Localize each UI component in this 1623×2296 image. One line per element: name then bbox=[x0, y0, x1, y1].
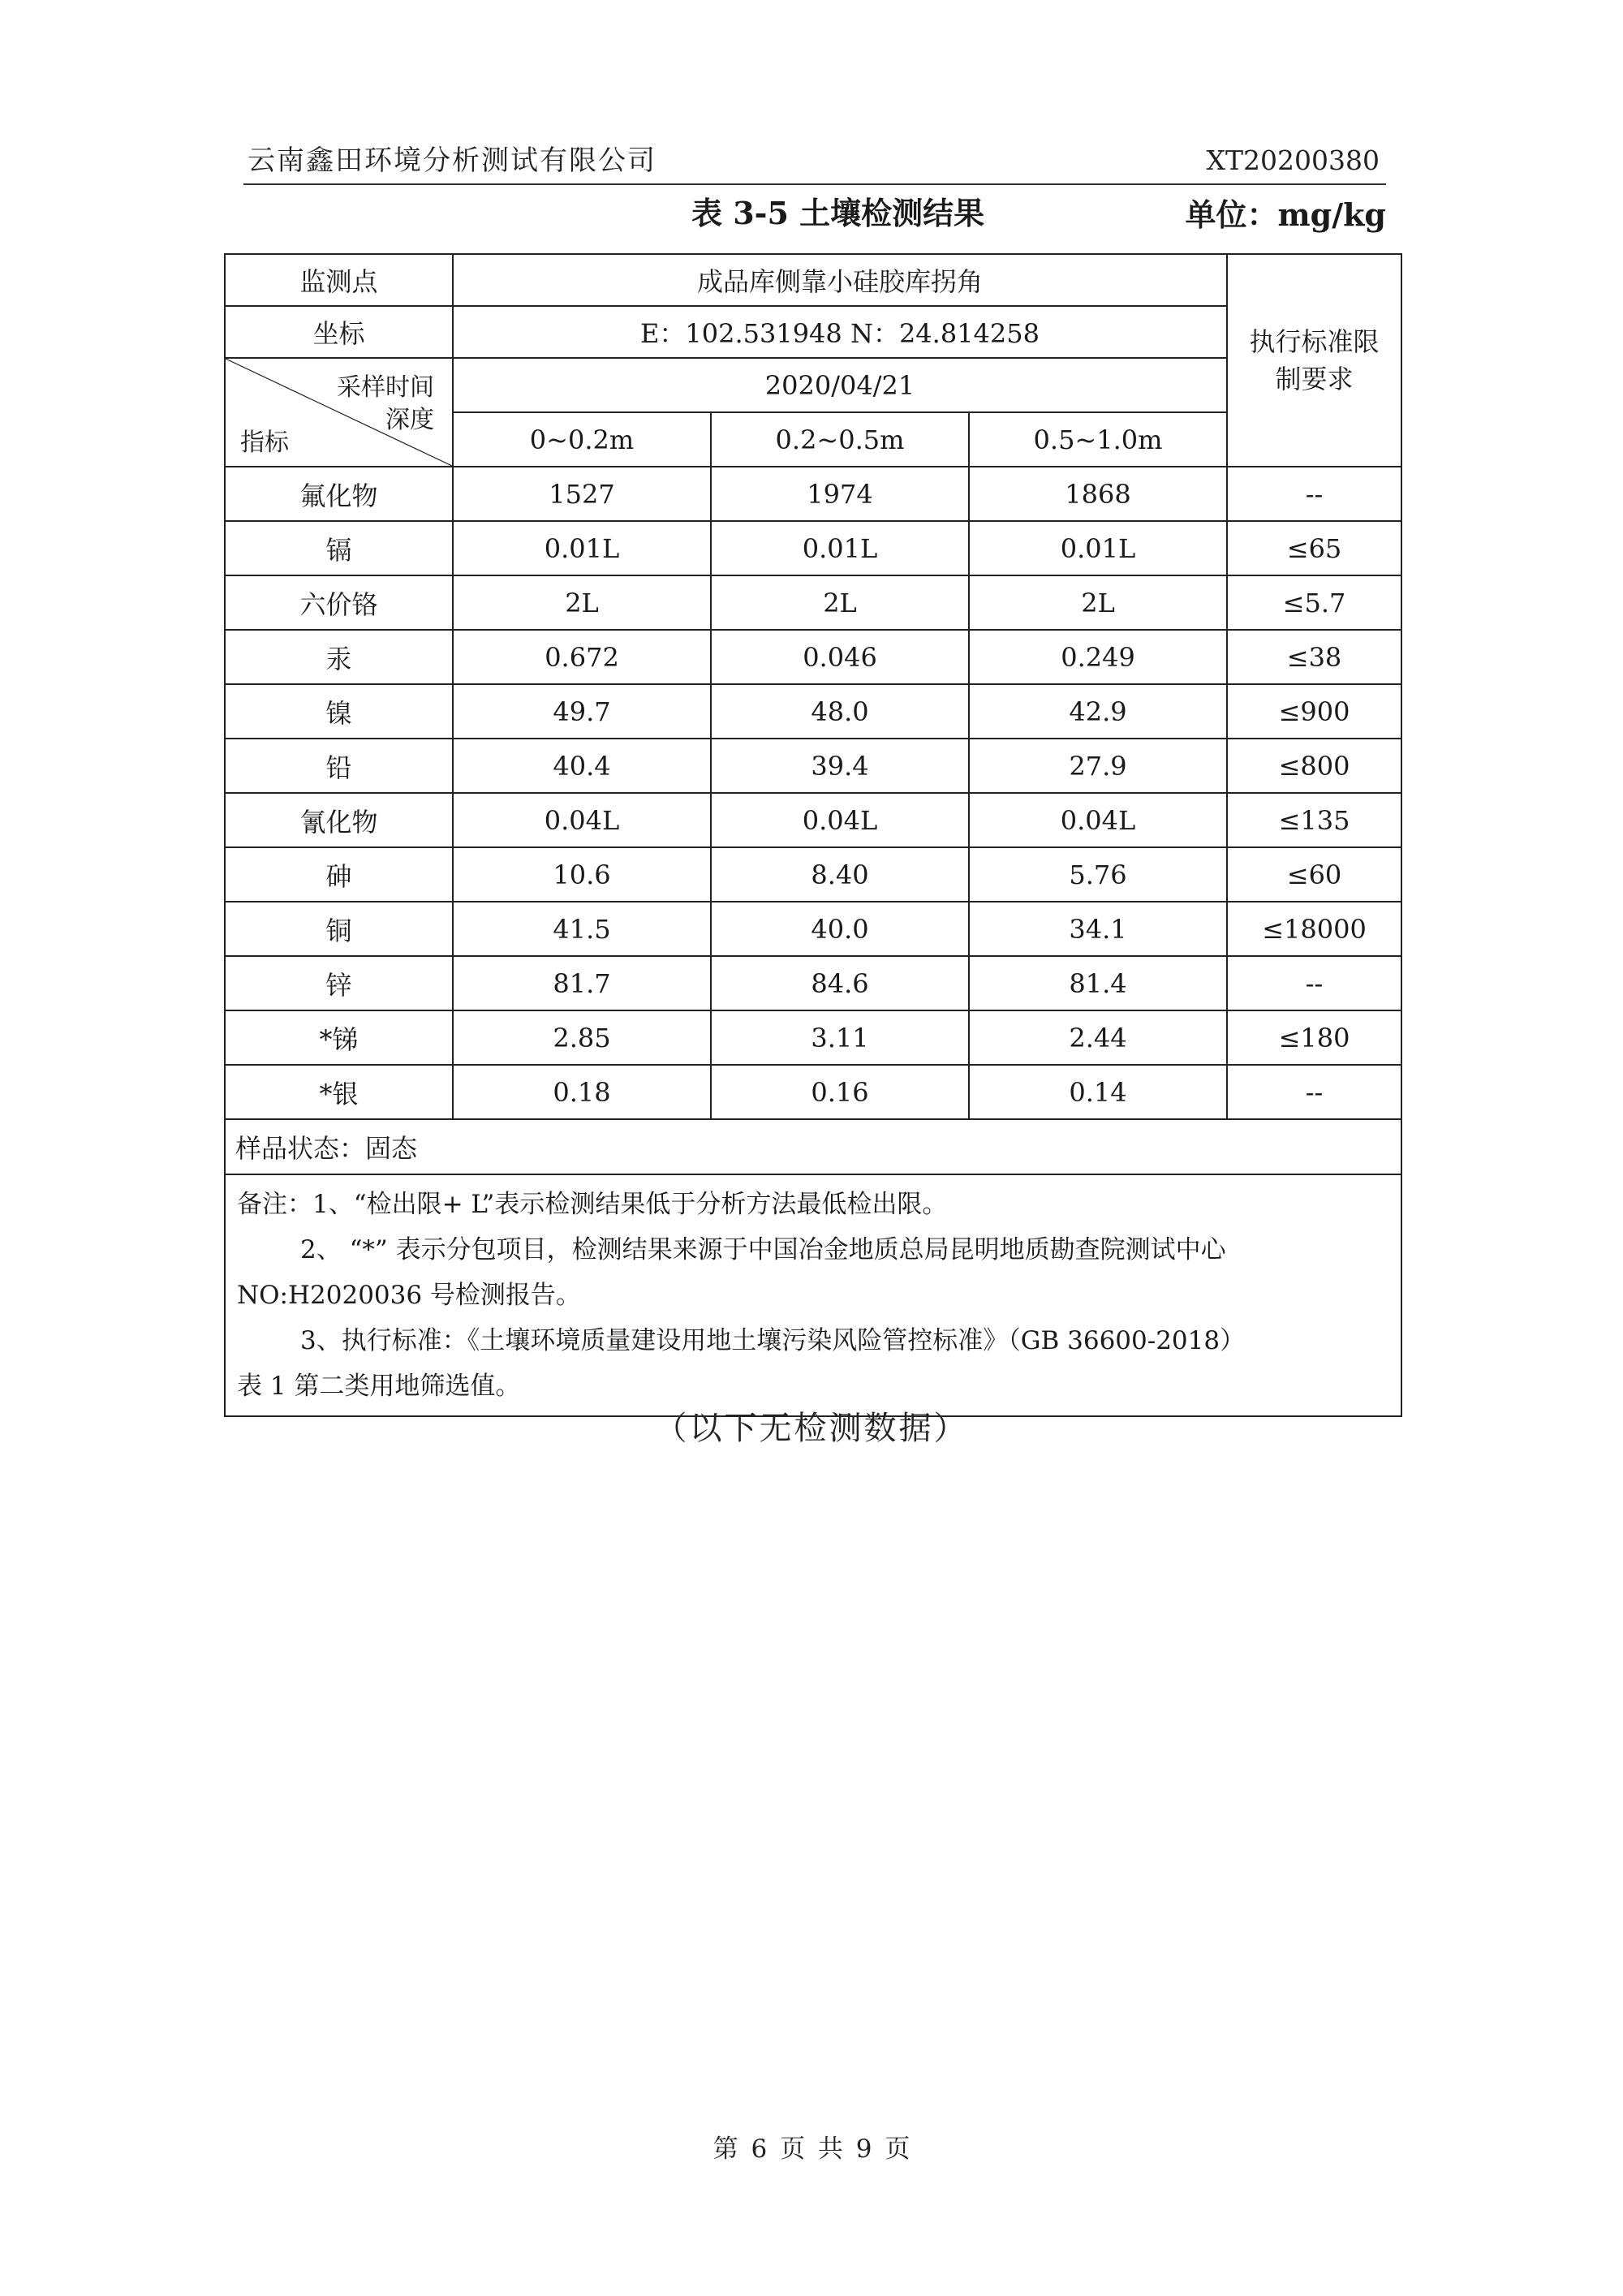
cell-value: 1868 bbox=[969, 467, 1227, 521]
row-indicator: *锑 bbox=[225, 1010, 453, 1065]
cell-value: 5.76 bbox=[969, 847, 1227, 902]
note-line: 2、 “*” 表示分包项目，检测结果来源于中国冶金地质总局昆明地质勘查院测试中心 bbox=[300, 1235, 1226, 1264]
table-row bbox=[225, 630, 1401, 684]
table-title: 表 3-5 土壤检测结果 bbox=[691, 195, 985, 231]
row-indicator: 铅 bbox=[225, 739, 453, 793]
cell-value: 2L bbox=[711, 575, 969, 630]
cell-limit: ≤18000 bbox=[1227, 902, 1401, 956]
coord-value: E：102.531948 N：24.814258 bbox=[453, 306, 1227, 358]
cell-value: 0.04L bbox=[969, 793, 1227, 847]
cell-value: 1527 bbox=[453, 467, 711, 521]
cell-value: 49.7 bbox=[453, 684, 711, 739]
cell-value: 39.4 bbox=[711, 739, 969, 793]
company-name: 云南鑫田环境分析测试有限公司 bbox=[248, 144, 657, 177]
depth-header: 0.5~1.0m bbox=[969, 412, 1227, 467]
cell-limit: ≤5.7 bbox=[1227, 575, 1401, 630]
cell-limit: ≤135 bbox=[1227, 793, 1401, 847]
table-row bbox=[225, 1065, 1401, 1119]
cell-limit: ≤800 bbox=[1227, 739, 1401, 793]
cell-value: 40.4 bbox=[453, 739, 711, 793]
row-indicator: 镍 bbox=[225, 684, 453, 739]
coord-label: 坐标 bbox=[225, 306, 453, 358]
table-row bbox=[225, 902, 1401, 956]
end-of-data-note: （以下无检测数据） bbox=[654, 1410, 969, 1447]
diagonal-header-cell bbox=[225, 358, 453, 467]
monitor-point-value: 成品库侧靠小硅胶库拐角 bbox=[453, 254, 1227, 306]
row-indicator: 镉 bbox=[225, 521, 453, 575]
cell-value: 81.7 bbox=[453, 956, 711, 1010]
row-indicator: 锌 bbox=[225, 956, 453, 1010]
note-line: 备注：1、“检出限+ L”表示检测结果低于分析方法最低检出限。 bbox=[237, 1190, 948, 1219]
cell-value: 2.85 bbox=[453, 1010, 711, 1065]
table-row bbox=[225, 1010, 1401, 1065]
row-indicator: 氟化物 bbox=[225, 467, 453, 521]
cell-value: 2L bbox=[453, 575, 711, 630]
cell-limit: -- bbox=[1227, 1065, 1401, 1119]
cell-limit: ≤900 bbox=[1227, 684, 1401, 739]
cell-value: 2L bbox=[969, 575, 1227, 630]
row-indicator: 汞 bbox=[225, 630, 453, 684]
cell-value: 42.9 bbox=[969, 684, 1227, 739]
table-row bbox=[225, 847, 1401, 902]
cell-value: 0.14 bbox=[969, 1065, 1227, 1119]
header-rule bbox=[243, 183, 1386, 185]
depth-header: 0~0.2m bbox=[453, 412, 711, 467]
cell-value: 0.18 bbox=[453, 1065, 711, 1119]
row-indicator: 氰化物 bbox=[225, 793, 453, 847]
cell-value: 10.6 bbox=[453, 847, 711, 902]
cell-value: 0.672 bbox=[453, 630, 711, 684]
table-row bbox=[225, 521, 1401, 575]
standard-header bbox=[1227, 254, 1401, 467]
diag-sampling-time: 采样时间 bbox=[337, 373, 434, 402]
cell-limit: ≤38 bbox=[1227, 630, 1401, 684]
table-row bbox=[225, 575, 1401, 630]
cell-limit: ≤65 bbox=[1227, 521, 1401, 575]
notes-block bbox=[225, 1174, 1401, 1416]
depth-header: 0.2~0.5m bbox=[711, 412, 969, 467]
cell-value: 0.01L bbox=[453, 521, 711, 575]
soil-results-table bbox=[224, 253, 1402, 1417]
cell-value: 84.6 bbox=[711, 956, 969, 1010]
table-row bbox=[225, 793, 1401, 847]
cell-limit: -- bbox=[1227, 956, 1401, 1010]
cell-value: 8.40 bbox=[711, 847, 969, 902]
cell-value: 40.0 bbox=[711, 902, 969, 956]
cell-value: 41.5 bbox=[453, 902, 711, 956]
diag-index: 指标 bbox=[240, 429, 289, 457]
cell-value: 0.16 bbox=[711, 1065, 969, 1119]
row-indicator: 铜 bbox=[225, 902, 453, 956]
row-indicator: 砷 bbox=[225, 847, 453, 902]
table-row bbox=[225, 956, 1401, 1010]
sample-state: 样品状态：固态 bbox=[225, 1119, 1401, 1174]
cell-limit: ≤180 bbox=[1227, 1010, 1401, 1065]
cell-value: 0.04L bbox=[453, 793, 711, 847]
cell-value: 81.4 bbox=[969, 956, 1227, 1010]
cell-limit: ≤60 bbox=[1227, 847, 1401, 902]
page-footer: 第 6 页 共 9 页 bbox=[712, 2134, 911, 2164]
cell-value: 3.11 bbox=[711, 1010, 969, 1065]
standard-header-line1: 执行标准限 bbox=[1249, 326, 1380, 357]
row-indicator: 六价铬 bbox=[225, 575, 453, 630]
cell-value: 0.01L bbox=[969, 521, 1227, 575]
row-indicator: *银 bbox=[225, 1065, 453, 1119]
report-code: XT20200380 bbox=[1206, 144, 1380, 176]
monitor-point-label: 监测点 bbox=[225, 254, 453, 306]
cell-limit: -- bbox=[1227, 467, 1401, 521]
standard-header-line2: 制要求 bbox=[1275, 364, 1354, 394]
sampling-date: 2020/04/21 bbox=[453, 358, 1227, 412]
cell-value: 0.249 bbox=[969, 630, 1227, 684]
diag-depth: 深度 bbox=[385, 406, 434, 434]
cell-value: 0.04L bbox=[711, 793, 969, 847]
cell-value: 48.0 bbox=[711, 684, 969, 739]
cell-value: 34.1 bbox=[969, 902, 1227, 956]
table-row bbox=[225, 684, 1401, 739]
note-line: 3、执行标准：《土壤环境质量建设用地土壤污染风险管控标准》（GB 36600-2018） bbox=[300, 1326, 1246, 1355]
note-line: 表 1 第二类用地筛选值。 bbox=[237, 1372, 521, 1401]
cell-value: 0.046 bbox=[711, 630, 969, 684]
cell-value: 27.9 bbox=[969, 739, 1227, 793]
unit-label: 单位：mg/kg bbox=[1185, 196, 1386, 233]
table-row bbox=[225, 739, 1401, 793]
cell-value: 1974 bbox=[711, 467, 969, 521]
cell-value: 0.01L bbox=[711, 521, 969, 575]
note-line: NO:H2020036 号检测报告。 bbox=[237, 1281, 581, 1310]
cell-value: 2.44 bbox=[969, 1010, 1227, 1065]
table-row bbox=[225, 467, 1401, 521]
